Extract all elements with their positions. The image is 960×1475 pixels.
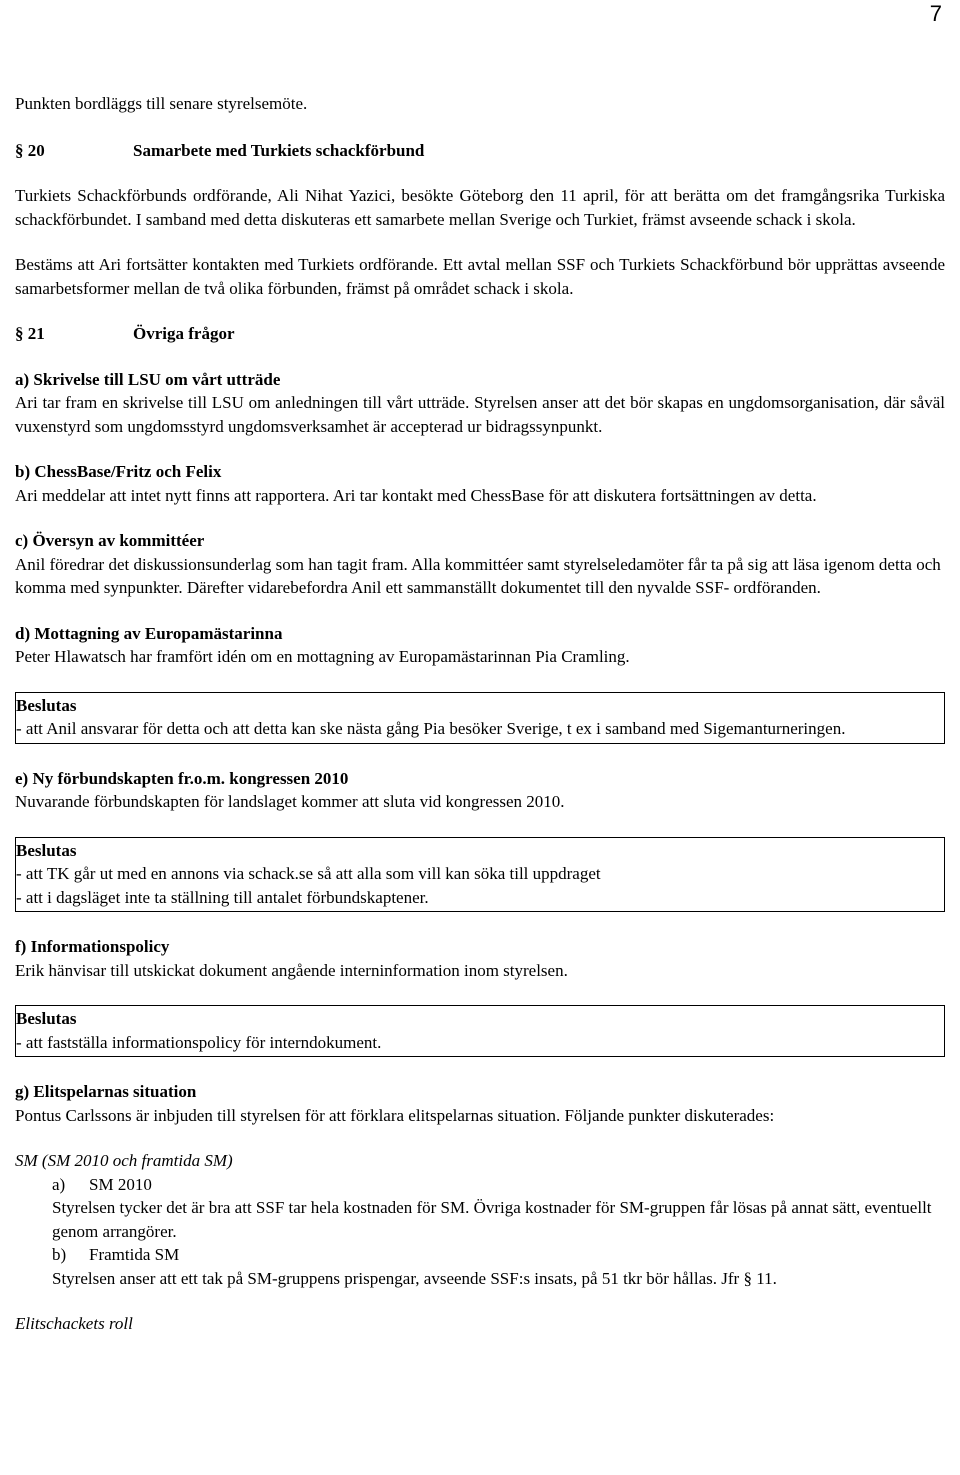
sm-b-text: Styrelsen anser att ett tak på SM-gruppens prispengar, avseende SSF:s insats, på 51 tkr bör hållas. Jfr § 11. — [52, 1268, 777, 1288]
item-f-title: f) Informationspolicy — [15, 937, 170, 956]
item-d-decision-item: - att Anil ansvarar för detta och att detta kan ske nästa gång Pia besöker Sverige, t ex i samband med Sigemanturneringen. — [16, 719, 846, 738]
sm-a-title: SM 2010 — [89, 1174, 152, 1194]
item-c-text: Anil föredrar det diskussionsunderlag som han tagit fram. Alla kommittéer samt styrelseledamöter får ta på sig att läsa igenom detta och komma med synpunkter. Därefter vidarebefordra Anil ett sammanställt dokumentet till den nyvalde SSF- ordföranden. — [15, 554, 941, 597]
item-f-decision-box — [15, 1005, 945, 1057]
section-20-number: § 20 — [15, 140, 45, 160]
section-21-number: § 21 — [15, 324, 45, 343]
sm-b-title: Framtida SM — [89, 1245, 180, 1264]
elitschack-heading: Elitschackets roll — [15, 1314, 133, 1333]
item-e-title: e) Ny förbundskapten fr.o.m. kongressen 2010 — [15, 768, 349, 788]
sm-a-label: a) — [52, 1174, 66, 1194]
item-g-title: g) Elitspelarnas situation — [15, 1082, 197, 1101]
item-e-decision-box — [15, 837, 945, 913]
item-b-title: b) ChessBase/Fritz och Felix — [15, 462, 222, 481]
sm-a-text: Styrelsen tycker det är bra att SSF tar hela kostnaden för SM. Övriga kostnader för SM-gruppen får lösas på annat sätt, eventuellt genom arrangörer. — [52, 1198, 932, 1241]
item-f-decision-item: - att fastställa informationspolicy för interndokument. — [16, 1032, 382, 1052]
item-f-text: Erik hänvisar till utskickat dokument angående interninformation inom styrelsen. — [15, 960, 568, 980]
item-b-text: Ari meddelar att intet nytt finns att rapportera. Ari tar kontakt med ChessBase för att diskutera fortsättningen av detta. — [15, 485, 817, 505]
item-e-decision-item: - att TK går ut med en annons via schack.se så att alla som vill kan söka till uppdraget — [16, 864, 601, 883]
section-21-heading — [15, 322, 945, 346]
sm-heading: SM (SM 2010 och framtida SM) — [15, 1151, 233, 1170]
intro-text: Punkten bordläggs till senare styrelsemöte. — [15, 94, 308, 113]
document-body — [15, 92, 945, 1336]
item-e-text: Nuvarande förbundskapten för landslaget kommer att sluta vid kongressen 2010. — [15, 792, 565, 811]
item-d-text: Peter Hlawatsch har framfört idén om en mottagning av Europamästarinnan Pia Cramling. — [15, 647, 630, 666]
item-g-text: Pontus Carlssons är inbjuden till styrelsen för att förklara elitspelarnas situation. Följande punkter diskuterades: — [15, 1105, 775, 1125]
sm-b-label: b) — [52, 1245, 67, 1264]
item-a-text: Ari tar fram en skrivelse till LSU om anledningen till vårt utträde. Styrelsen anser att det bör skapas en ungdomsorganisation, där såväl vuxenstyrd som ungdomsstyrd ungdomsverksamhet är accepterad ur bidragssynpunkt. — [15, 393, 945, 436]
item-d-title: d) Mottagning av Europamästarinna — [15, 623, 283, 643]
sm-a-heading — [15, 1173, 945, 1197]
item-e-decision-label: Beslutas — [16, 840, 77, 860]
section-20-paragraph-2: Bestäms att Ari fortsätter kontakten med Turkiets ordförande. Ett avtal mellan SSF och Turkiets Schackförbund bör upprättas avseende samarbetsformer mellan de två olika förbunden, främst på området schack i skola. — [15, 255, 945, 298]
item-d-decision-box — [15, 692, 945, 744]
item-e-decision-item: - att i dagsläget inte ta ställning till antalet förbundskaptener. — [16, 887, 429, 907]
item-d-decision-label: Beslutas — [16, 695, 77, 715]
section-20-title: Samarbete med Turkiets schackförbund — [133, 140, 425, 160]
item-a-title: a) Skrivelse till LSU om vårt utträde — [15, 369, 281, 389]
page-number: 7 — [929, 1, 942, 26]
section-21-title: Övriga frågor — [133, 324, 235, 343]
section-20-heading — [15, 139, 945, 163]
item-c-title: c) Översyn av kommittéer — [15, 531, 205, 550]
section-20-paragraph-1: Turkiets Schackförbunds ordförande, Ali Nihat Yazici, besökte Göteborg den 11 april, för att berätta om det framgångsrika Turkiska schackförbundet. I samband med detta diskuteras ett samarbete mellan Sverige och Turkiet, främst avseende schack i skola. — [15, 186, 945, 229]
item-f-decision-label: Beslutas — [16, 1009, 77, 1028]
sm-b-heading — [15, 1243, 945, 1267]
